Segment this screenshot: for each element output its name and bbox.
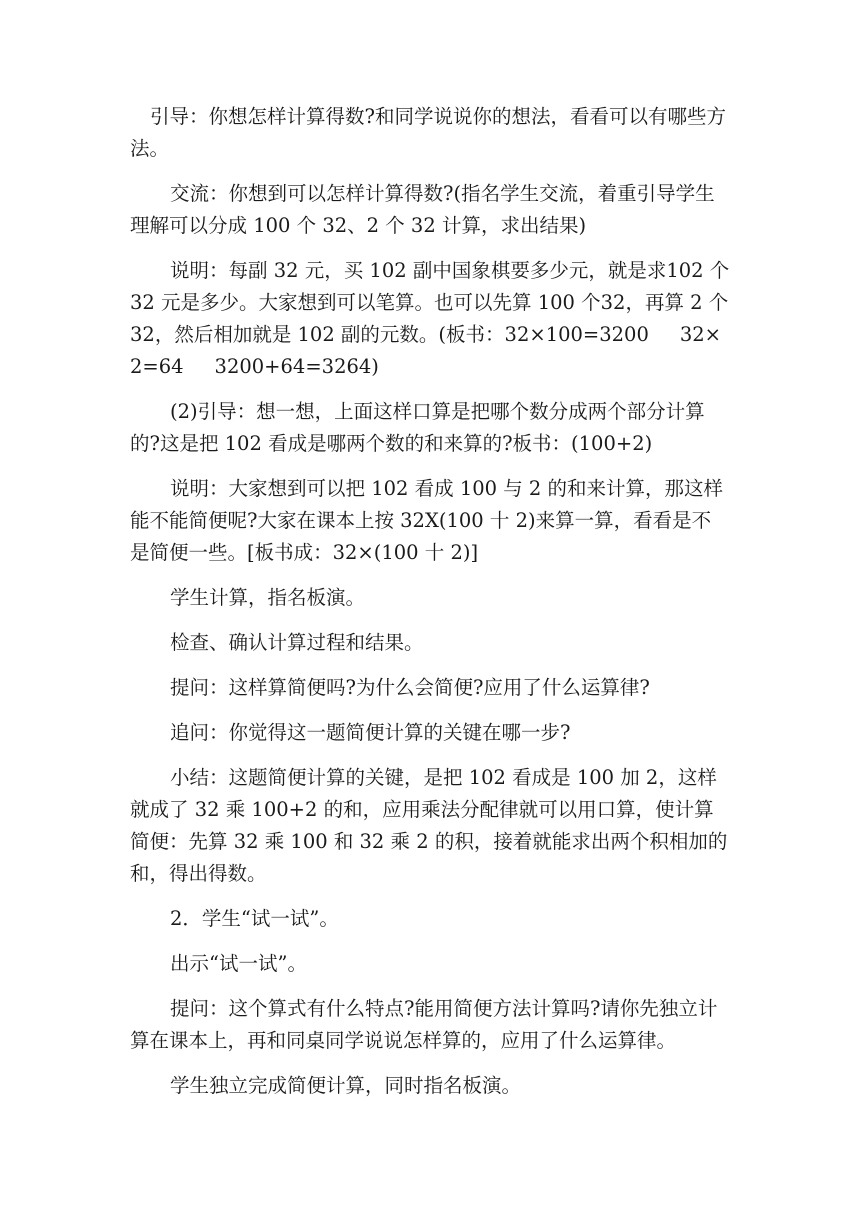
paragraph-show-try: 出示“试一试”。: [170, 952, 307, 975]
paragraph-guide-2: (2)引导：想一想，上面这样口算是把哪个数分成两个部分计算的?这是把 102 看成是哪两个数的和来算的?板书：(100+2): [130, 400, 705, 455]
paragraph-exchange: 交流：你想到可以怎样计算得数?(指名学生交流，着重引导学生理解可以分成 100 个 32、2 个 32 计算，求出结果): [130, 182, 715, 237]
paragraph-summary: 小结：这题简便计算的关键，是把 102 看成是 100 加 2，这样就成了 32 乘 100+2 的和，应用乘法分配律就可以用口算，使计算简便：先算 32 乘 100 和 32 乘 2 的积，接着就能求出两个积相加的和，得出得数。: [130, 766, 728, 885]
paragraph-explanation-1: 说明：每副 32 元，买 102 副中国象棋要多少元，就是求102 个 32 元是多少。大家想到可以笔算。也可以先算 100 个32，再算 2 个 32，然后相加就是 102 副的元数。(板书：32×100=3200 32×2=64 3200+64=3264): [130, 259, 736, 378]
paragraph-follow-up: 追问：你觉得这一题简便计算的关键在哪一步?: [170, 721, 571, 744]
paragraph-explanation-2: 说明：大家想到可以把 102 看成 100 与 2 的和来计算，那这样能不能简便呢?大家在课本上按 32X(100 十 2)来算一算，看看是不是简便一些。[板书成：32×(100 十 2)]: [130, 477, 724, 564]
paragraph-question: 提问：这样算简便吗?为什么会简便?应用了什么运算律?: [170, 676, 650, 699]
paragraph-try-heading: 2．学生“试一试”。: [170, 907, 339, 930]
paragraph-check: 检查、确认计算过程和结果。: [170, 631, 424, 654]
paragraph-student-calc: 学生计算，指名板演。: [170, 586, 366, 609]
document-body: [130, 101, 736, 1115]
paragraph-guide: 引导：你想怎样计算得数?和同学说说你的想法，看看可以有哪些方法。: [130, 105, 726, 160]
paragraph-question-2: 提问：这个算式有什么特点?能用简便方法计算吗?请你先独立计算在课本上，再和同桌同学说说怎样算的，应用了什么运算律。: [130, 997, 718, 1052]
paragraph-student-independent: 学生独立完成简便计算，同时指名板演。: [170, 1074, 522, 1097]
